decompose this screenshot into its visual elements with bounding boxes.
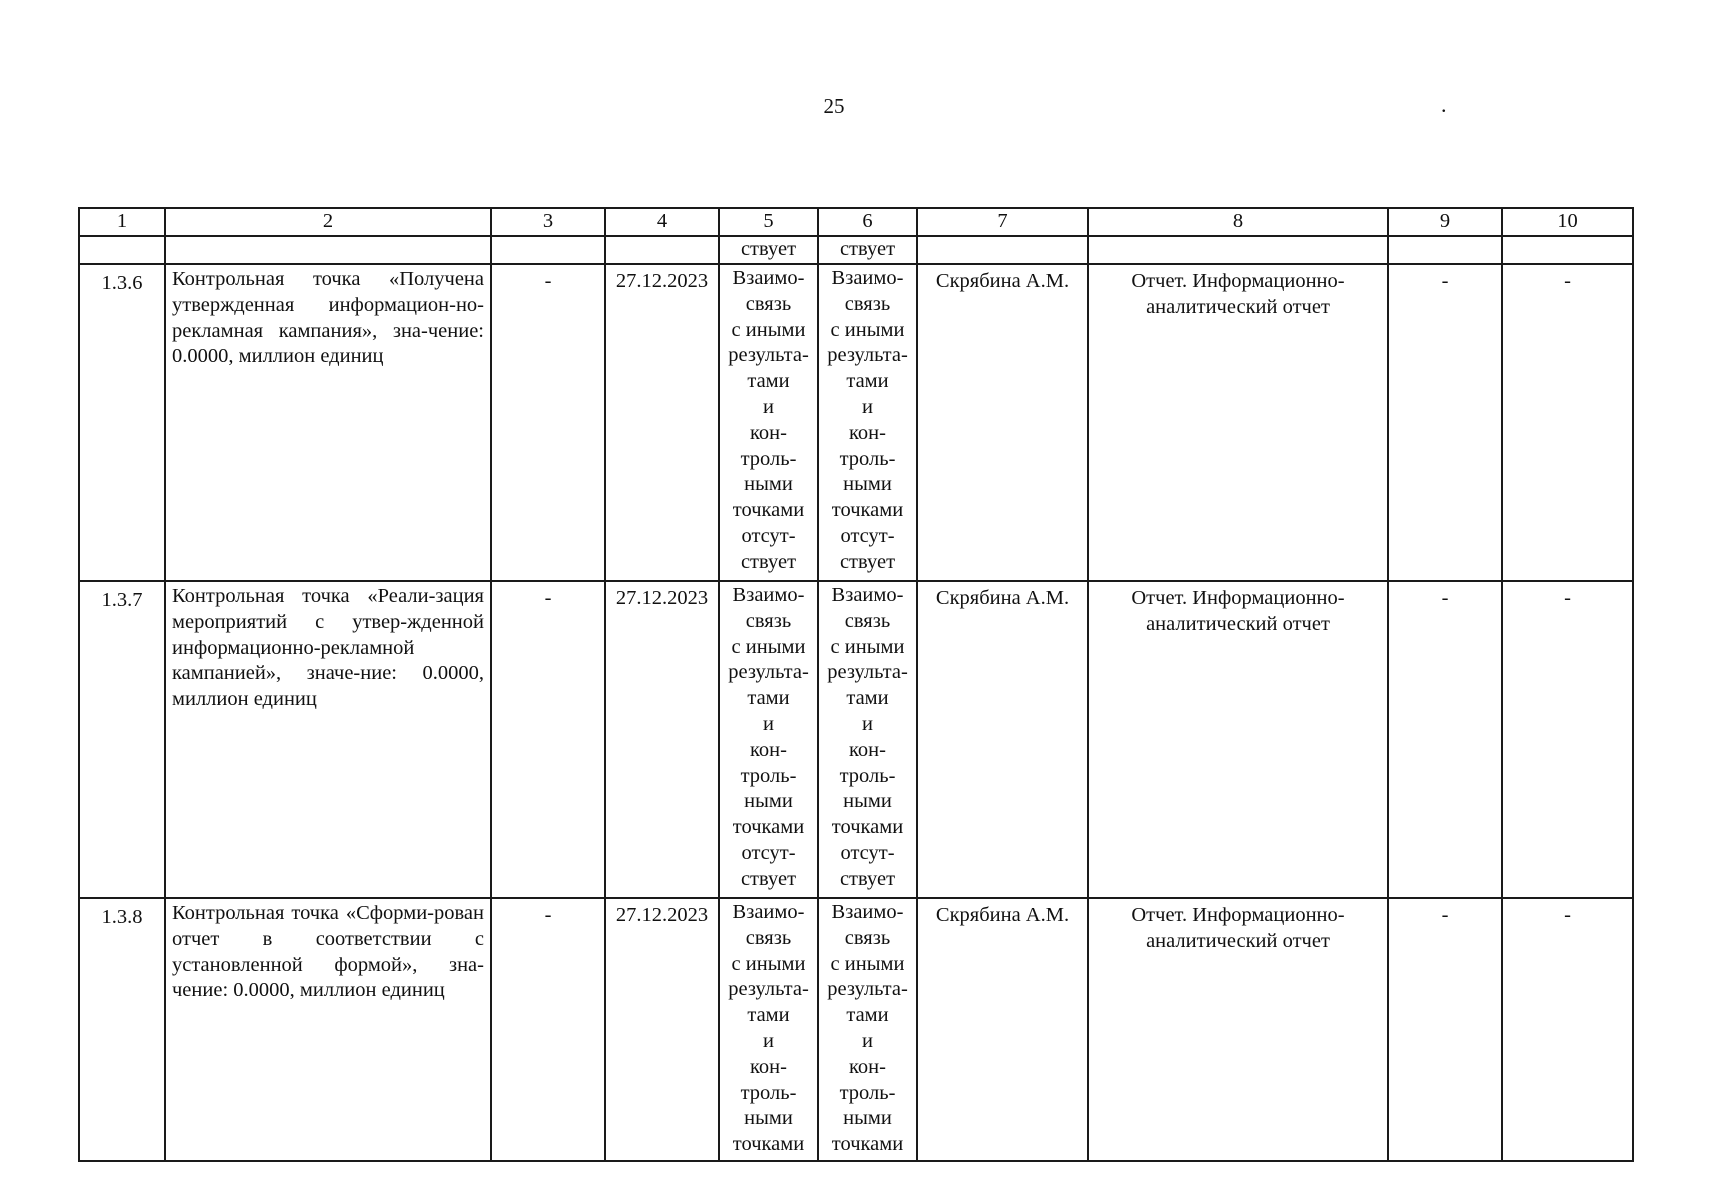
relation-line: точками [732,499,805,522]
relation-col6 [818,264,917,581]
col10-value: - [1502,264,1633,581]
relation-line: с иными [731,635,806,658]
control-point-name: Контрольная точка «Сформи-рован отчет в соответствии с установленной формой», зна-чение: 0.0000, миллион единиц [165,898,491,1161]
relation-line: связь [844,292,891,315]
relation-line: Взаимо- [732,901,805,923]
continuation-cell [1088,236,1388,264]
column-number-header-row [79,208,1633,236]
page-number: 25 [823,94,845,118]
header-cell: 3 [491,208,605,236]
relation-line: кон- [750,1055,787,1078]
relation-line: тами [747,1004,790,1027]
relation-line: связь [844,926,891,949]
relation-line: ными [744,790,793,813]
relation-line: с иными [830,635,905,658]
relation-line: и [862,712,873,735]
relation-line: Взаимо- [732,584,805,606]
continuation-cell: ствует [719,236,818,264]
col10-value: - [1502,898,1633,1161]
relation-line: точками [732,816,805,839]
stray-mark: . [1441,92,1447,117]
relation-col6 [818,581,917,898]
relation-line: ствует [740,867,797,890]
relation-line: ными [843,790,892,813]
deadline-date: 27.12.2023 [605,898,719,1161]
relation-line: отсут- [840,841,895,864]
responsible-person: Скрябина А.М. [917,898,1088,1161]
relation-line: ными [843,1107,892,1130]
row-number: 1.3.7 [79,581,165,898]
relation-line: тами [747,370,790,393]
relation-line: Взаимо- [732,267,805,289]
col9-value: - [1388,264,1502,581]
relation-col5 [719,898,818,1161]
table-row [79,264,1633,581]
header-cell: 5 [719,208,818,236]
relation-line: кон- [849,738,886,761]
continuation-cell [491,236,605,264]
deadline-date: 27.12.2023 [605,264,719,581]
relation-line: отсут- [840,524,895,547]
relation-line: троль- [740,1081,797,1104]
relation-line: троль- [740,447,797,470]
continuation-cell [1388,236,1502,264]
relation-col5 [719,264,818,581]
relation-col6 [818,898,917,1161]
relation-line: троль- [839,1081,896,1104]
control-points-table [78,207,1634,1162]
relation-line: тами [846,687,889,710]
relation-line: результа- [827,661,908,684]
relation-line: точками [831,1133,904,1156]
continuation-cell: ствует [818,236,917,264]
relation-line: связь [745,926,792,949]
relation-line: и [763,395,774,418]
row-number: 1.3.8 [79,898,165,1161]
relation-line: кон- [750,421,787,444]
continuation-cell [79,236,165,264]
relation-line: точками [831,816,904,839]
relation-line: тами [846,370,889,393]
relation-line: тами [747,687,790,710]
header-cell: 10 [1502,208,1633,236]
deadline-date: 27.12.2023 [605,581,719,898]
relation-line: ствует [839,550,896,573]
report-type: Отчет. Информационно-аналитический отчет [1088,581,1388,898]
relation-line: кон- [849,421,886,444]
row-number: 1.3.6 [79,264,165,581]
header-cell: 6 [818,208,917,236]
relation-line: кон- [849,1055,886,1078]
col3-value: - [491,581,605,898]
relation-line: результа- [827,344,908,367]
relation-line: Взаимо- [831,267,904,289]
col3-value: - [491,264,605,581]
relation-line: и [763,712,774,735]
header-cell: 7 [917,208,1088,236]
relation-line: результа- [728,978,809,1001]
relation-line: отсут- [741,524,796,547]
relation-line: ными [744,1107,793,1130]
continuation-cell [1502,236,1633,264]
relation-line: точками [831,499,904,522]
header-cell: 8 [1088,208,1388,236]
report-type: Отчет. Информационно-аналитический отчет [1088,898,1388,1161]
col3-value: - [491,898,605,1161]
relation-line: троль- [839,447,896,470]
col10-value: - [1502,581,1633,898]
continuation-cell [165,236,491,264]
header-cell: 4 [605,208,719,236]
relation-line: с иными [731,318,806,341]
relation-line: связь [844,609,891,632]
continuation-row [79,236,1633,264]
relation-line: тами [846,1004,889,1027]
report-type: Отчет. Информационно-аналитический отчет [1088,264,1388,581]
relation-line: отсут- [741,841,796,864]
relation-line: точками [732,1133,805,1156]
responsible-person: Скрябина А.М. [917,581,1088,898]
relation-col5 [719,581,818,898]
continuation-cell [605,236,719,264]
table-body [79,264,1633,1161]
col9-value: - [1388,898,1502,1161]
relation-line: ствует [740,550,797,573]
table-row [79,898,1633,1161]
relation-line: кон- [750,738,787,761]
relation-line: ными [843,473,892,496]
relation-line: Взаимо- [831,584,904,606]
relation-line: троль- [740,764,797,787]
relation-line: связь [745,609,792,632]
continuation-cell [917,236,1088,264]
relation-line: с иными [830,952,905,975]
control-point-name: Контрольная точка «Получена утвержденная информацион-но-рекламная кампания», зна-чение: 0.0000, миллион единиц [165,264,491,581]
header-cell: 1 [79,208,165,236]
responsible-person: Скрябина А.М. [917,264,1088,581]
relation-line: и [862,1029,873,1052]
relation-line: с иными [731,952,806,975]
relation-line: троль- [839,764,896,787]
header-cell: 9 [1388,208,1502,236]
relation-line: результа- [728,344,809,367]
col9-value: - [1388,581,1502,898]
table-row [79,581,1633,898]
header-cell: 2 [165,208,491,236]
relation-line: результа- [728,661,809,684]
relation-line: результа- [827,978,908,1001]
relation-line: ными [744,473,793,496]
relation-line: и [763,1029,774,1052]
relation-line: Взаимо- [831,901,904,923]
relation-line: связь [745,292,792,315]
control-point-name: Контрольная точка «Реали-зация мероприятий с утвер-жденной информационно-рекламной кампанией», значе-ние: 0.0000, миллион единиц [165,581,491,898]
relation-line: ствует [839,867,896,890]
relation-line: и [862,395,873,418]
relation-line: с иными [830,318,905,341]
